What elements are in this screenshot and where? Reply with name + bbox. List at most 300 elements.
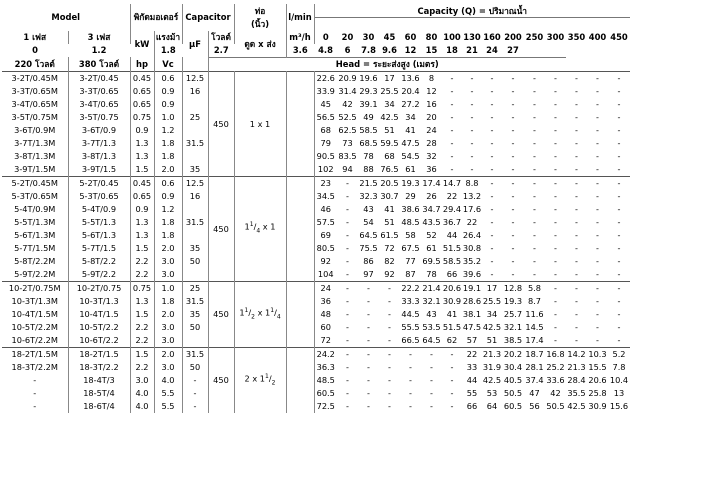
head-value-cell: - [379,281,400,295]
head-value-cell: - [450,86,454,96]
flow-lmin-cell: 160 [483,32,501,42]
table-row [2,124,630,137]
head-value-cell: - [379,347,400,361]
head-value-cell: 75.5 [359,243,378,253]
head-value-cell: - [337,281,358,295]
head-value-cell: - [554,296,557,306]
head-value-cell: 64.5 [422,335,441,345]
head-value-cell: 57.5 [316,217,335,227]
head-value-cell: 44 [446,230,458,240]
hp-cell: 1.8 [154,295,182,308]
head-value-cell: - [554,99,557,109]
head-value-cell: - [502,176,524,190]
uf-cell: 31.5 [182,347,208,361]
head-value-cell: - [617,256,621,266]
head-value-cell: 62 [446,335,458,345]
head-value-cell: - [554,164,557,174]
table-row [2,137,630,150]
model-3phase-cell: 5-7T/1.5 [68,242,130,255]
head-value-cell: 24 [426,125,437,135]
kw-cell: 0.9 [130,203,154,216]
pipe-header: ท่อ [234,4,286,18]
head-value-cell: - [511,191,515,201]
vc-cell: 450 [208,281,234,347]
head-value-cell: - [575,322,578,332]
table-row [2,190,630,203]
head-value-cell: 97 [363,269,374,279]
head-value-cell: - [596,309,599,319]
head-value-cell: - [617,335,621,345]
hp-cell: 1.8 [154,216,182,229]
head-value-cell: 19.1 [462,283,482,293]
head-value-cell: - [511,256,515,266]
three-phase-header: 3 เฟส [68,31,130,44]
header-row-4 [2,57,630,71]
head-value-cell: - [388,296,391,306]
head-value-cell: 44.5 [401,309,420,319]
head-value-cell: 61 [426,243,437,253]
model-1phase-cell: 5-2T/0.45M [2,176,68,190]
head-value-cell: - [554,309,557,319]
head-value-cell: - [470,125,474,135]
head-value-cell: 86 [363,256,374,266]
table-row [2,400,630,413]
table-row [2,85,630,98]
head-value-cell: 29.3 [359,86,378,96]
head-value-cell: - [346,256,349,266]
head-value-cell: - [596,322,599,332]
head-value-cell: - [421,347,442,361]
flow-m3h-row [2,44,630,58]
head-value-cell: 14.5 [525,322,544,332]
head-value-cell: 54.5 [401,151,420,161]
head-value-cell: - [617,164,621,174]
head-value-cell: 17 [482,281,502,295]
head-value-cell: - [367,388,370,398]
m3h-label: m³/h [286,31,314,44]
head-value-cell: 26.4 [462,230,482,240]
head-value-cell: 44 [466,375,478,385]
head-value-cell: 8 [421,71,442,85]
spec-body [2,71,630,413]
head-value-cell: 16 [426,99,437,109]
head-value-cell: - [482,71,502,85]
head-value-cell: 20.5 [380,178,399,188]
table-row [2,176,630,190]
head-value-cell: - [596,112,599,122]
head-value-cell: 17.6 [462,204,482,214]
model-1phase-cell: 10-5T/2.2M [2,321,68,334]
flow-m3h-cell: 2.7 [213,45,229,55]
hp-cell: 2.0 [154,242,182,255]
head-value-cell: - [346,309,349,319]
head-value-cell: - [490,217,494,227]
table-row [2,361,630,374]
head-value-cell: 7.8 [612,362,626,372]
table-row [2,150,630,163]
head-value-cell: - [533,164,536,174]
head-value-cell: - [511,230,515,240]
hp-cell: 3.0 [154,361,182,374]
head-value-cell: - [388,322,391,332]
head-value-cell: 15.6 [609,401,629,411]
head-value-cell: - [409,375,412,385]
head-value-cell: - [388,375,391,385]
three-volt-header: 380 โวลต์ [68,57,130,71]
head-value-cell: - [596,138,599,148]
flow-spacer-cell [286,124,314,137]
single-phase-header: 1 เฟส [2,31,68,44]
head-value-cell: 72.5 [316,401,335,411]
head-value-cell: - [358,281,379,295]
table-row [2,71,630,85]
model-1phase-cell: 3-2T/0.45M [2,71,68,85]
head-value-cell: - [554,138,557,148]
head-value-cell: 13 [613,388,625,398]
head-value-cell: 28.4 [567,375,586,385]
kw-cell: 4.0 [130,387,154,400]
table-row [2,216,630,229]
table-row [2,255,630,268]
uf-cell: 12.5 [182,71,208,85]
head-value-cell: 33.3 [401,296,420,306]
head-value-cell: - [608,71,630,85]
head-value-cell: - [575,204,578,214]
model-3phase-cell: 18-6T/4 [68,400,130,413]
single-volt-header: 220 โวลต์ [2,57,68,71]
head-value-cell: - [524,71,545,85]
head-value-cell: 37.4 [525,375,544,385]
suction-discharge-header: ดูด x ส่ง [234,31,286,58]
head-value-cell: 33.9 [316,86,335,96]
model-3phase-cell: 18-5T/4 [68,387,130,400]
head-value-cell: - [617,243,621,253]
head-value-cell: 39.6 [462,269,482,279]
head-value-cell: - [367,362,370,372]
head-value-cell: - [409,388,412,398]
flow-spacer-cell [286,216,314,229]
uf-cell [182,98,208,111]
head-value-cell: 20.2 [503,349,523,359]
head-value-cell: - [442,347,462,361]
model-3phase-cell: 10-4T/1.5 [68,308,130,321]
head-value-cell: 17 [379,71,400,85]
head-value-cell: 32 [426,151,437,161]
table-row [2,347,630,361]
table-row [2,281,630,295]
hp-cell: 2.0 [154,347,182,361]
pipe-size-cell [234,281,286,347]
head-value-cell: - [617,86,621,96]
head-value-cell: - [554,256,557,266]
head-value-cell: - [470,138,474,148]
table-row [2,334,630,348]
pipe-frac-num: 1 [249,221,254,229]
head-value-cell: 34.5 [316,191,335,201]
uf-cell: 12.5 [182,176,208,190]
model-3phase-cell: 5-9T/2.2 [68,268,130,282]
head-value-cell: 94 [342,164,353,174]
flow-spacer-cell [286,268,314,282]
head-value-cell: 22 [462,347,482,361]
head-value-cell: - [490,204,494,214]
table-row [2,308,630,321]
head-value-cell: 14.7 [442,178,462,188]
lmin-label: l/min [286,4,314,31]
table-row [2,374,630,387]
kw-cell: 2.2 [130,334,154,348]
head-value-cell: - [346,296,349,306]
model-1phase-cell: - [2,387,68,400]
model-3phase-cell: 18-2T/1.5 [68,347,130,361]
head-value-cell: 58.5 [359,125,378,135]
table-row [2,98,630,111]
head-value-cell: - [450,375,454,385]
head-value-cell: 18.7 [525,349,544,359]
flow-lmin-cell: 20 [341,32,354,42]
head-value-cell: 27.2 [401,99,420,109]
head-value-cell: - [450,362,454,372]
head-value-cell: - [367,296,370,306]
head-value-cell: - [596,204,599,214]
head-value-cell: - [367,375,370,385]
head-header: Head = ระยะส่งสูง (เมตร) [208,57,566,71]
head-value-cell: - [575,296,578,306]
head-value-cell: - [545,281,566,295]
head-value-cell: 60 [320,322,331,332]
kw-cell: 0.9 [130,124,154,137]
head-value-cell: 82 [384,256,395,266]
head-value-cell: - [617,99,621,109]
head-value-cell: 29.4 [442,204,462,214]
flow-spacer-cell [286,255,314,268]
hp-cell: 1.0 [154,281,182,295]
flow-spacer-cell [286,85,314,98]
head-value-cell: - [430,375,433,385]
flow-spacer-cell [286,387,314,400]
head-value-cell: - [596,125,599,135]
table-row [2,203,630,216]
head-value-cell: - [388,401,391,411]
head-value-cell: 20 [426,112,437,122]
flow-m3h-cell: 9.6 [382,45,397,55]
kw-cell: 1.3 [130,216,154,229]
uf-cell: 31.5 [182,137,208,150]
head-value-cell: 17.4 [422,178,441,188]
head-value-cell: 5.2 [608,347,630,361]
head-value-cell: - [367,322,370,332]
head-value-cell: 43.5 [422,217,441,227]
flow-spacer-cell [286,176,314,190]
head-value-cell: - [575,217,578,227]
pipe-size-cell: 1 x 1 [234,71,286,176]
kw-cell: 4.0 [130,400,154,413]
flow-m3h-cell: 1.2 [91,45,107,56]
uf-cell [182,268,208,282]
head-value-cell: - [470,86,474,96]
head-value-cell: - [533,243,536,253]
kw-cell: 1.3 [130,150,154,163]
head-value-cell: - [511,217,515,227]
uf-cell: 50 [182,255,208,268]
head-value-cell: - [596,335,599,345]
head-value-cell: 41 [384,204,395,214]
head-value-cell: 42.5 [380,112,399,122]
head-value-cell: - [533,99,536,109]
model-1phase-cell: 18-2T/1.5M [2,347,68,361]
head-value-cell: 25.5 [380,86,399,96]
model-1phase-cell: 3-3T/0.65M [2,85,68,98]
uf-cell [182,229,208,242]
table-row [2,387,630,400]
head-value-cell: 22.6 [314,71,337,85]
head-value-cell: 59.5 [380,138,399,148]
head-value-cell: - [462,71,482,85]
pipe-size-cell [234,347,286,413]
head-value-cell: 56 [529,401,540,411]
head-value-cell: 53 [486,388,498,398]
head-value-cell: 42.5 [482,375,502,385]
head-value-cell: 19.3 [503,296,523,306]
head-value-cell: 25.2 [546,362,565,372]
flow-spacer-cell [286,400,314,413]
head-value-cell: - [596,230,599,240]
head-value-cell: 16.8 [546,349,565,359]
head-value-cell: - [470,112,474,122]
flow-m3h-cell: 7.8 [361,45,376,55]
head-value-cell: - [337,176,358,190]
head-value-cell: - [596,191,599,201]
head-value-cell: - [346,375,349,385]
flow-lmin-cell: 45 [383,32,396,42]
uf-cell: - [182,387,208,400]
head-value-cell: 25.8 [588,388,607,398]
model-3phase-cell: 3-3T/0.65 [68,85,130,98]
head-value-cell: 33.6 [546,375,565,385]
uf-cell: 35 [182,308,208,321]
flow-spacer-cell [286,281,314,295]
head-value-cell: - [566,71,587,85]
head-value-cell: 24.2 [314,347,337,361]
head-value-cell: 10.4 [609,375,629,385]
head-value-cell: - [617,296,621,306]
uf-cell: 31.5 [182,216,208,229]
model-1phase-cell: 5-9T/2.2M [2,268,68,282]
m3h-spacer [182,57,208,71]
head-value-cell: 51 [384,217,395,227]
head-value-cell: 78 [426,269,437,279]
head-value-cell: 43 [363,204,374,214]
head-value-cell: 12.8 [503,283,523,293]
flow-m3h-cell: 6 [344,45,351,55]
head-value-cell: 69.5 [422,256,441,266]
head-value-cell: - [511,125,515,135]
head-value-cell: 49 [363,112,374,122]
head-value-cell: 5.8 [524,281,545,295]
head-value-cell: - [587,176,608,190]
head-value-cell: - [617,191,621,201]
head-value-cell: - [617,309,621,319]
head-value-cell: 61 [405,164,416,174]
head-value-cell: 19.6 [359,73,378,83]
hp-cell: 1.8 [154,229,182,242]
head-value-cell: - [511,164,515,174]
head-value-cell: - [575,243,578,253]
model-3phase-cell: 10-2T/0.75 [68,281,130,295]
flow-lmin-cell: 60 [404,32,417,42]
head-value-cell: 42 [550,388,561,398]
head-value-cell: 30.4 [503,362,523,372]
head-value-cell: - [470,164,474,174]
model-1phase-cell: 18-3T/2.2M [2,361,68,374]
flow-m3h-cell: 15 [425,45,438,55]
head-value-cell: 50.5 [503,388,523,398]
model-1phase-cell: 3-5T/0.75M [2,111,68,124]
vc-cell: 450 [208,347,234,413]
model-1phase-cell: 10-6T/2.2M [2,334,68,348]
model-1phase-cell: 10-3T/1.3M [2,295,68,308]
flow-spacer-cell [286,347,314,361]
model-3phase-cell: 5-5T/1.3 [68,216,130,229]
model-3phase-cell: 5-4T/0.9 [68,203,130,216]
head-value-cell: 21.3 [567,362,586,372]
model-3phase-cell: 18-4T/3 [68,374,130,387]
pipe-frac-slash: / [268,373,272,384]
head-value-cell: - [533,86,536,96]
head-value-cell: - [346,269,349,279]
hp-cell: 1.0 [154,111,182,124]
uf-cell: 25 [182,281,208,295]
head-value-cell: 8.8 [462,176,482,190]
head-value-cell: - [490,112,494,122]
capacitor-header: Capacitor [182,4,234,31]
hp-cell: 1.2 [154,203,182,216]
head-value-cell: - [450,125,454,135]
model-1phase-cell: 5-8T/2.2M [2,255,68,268]
flow-lmin-cell: 100 [443,32,461,42]
uf-cell: 50 [182,361,208,374]
head-value-cell: - [346,401,349,411]
head-value-cell: - [367,335,370,345]
head-value-cell: 68.5 [359,138,378,148]
head-value-cell: - [554,112,557,122]
head-value-cell: - [511,86,515,96]
head-value-cell: - [554,86,557,96]
head-value-cell: 88 [363,164,374,174]
head-value-cell: - [617,322,621,332]
head-value-cell: - [502,71,524,85]
head-value-cell: - [400,347,421,361]
head-value-cell: 54 [363,217,374,227]
pipe-whole: 2 x 1 [244,373,266,384]
head-value-cell: 35.2 [462,256,482,266]
hp-cell: 2.0 [154,163,182,177]
head-value-cell: 41 [405,125,416,135]
head-value-cell: 48.5 [316,375,335,385]
head-value-cell: 11.6 [525,309,544,319]
flow-lmin-cell: 200 [504,32,522,42]
head-value-cell: - [490,138,494,148]
head-value-cell: - [490,191,494,201]
hp-cell: 0.9 [154,98,182,111]
head-value-cell: 20.9 [338,73,357,83]
kw-cell: 2.2 [130,321,154,334]
flow-lmin-cell: 400 [588,32,607,42]
head-value-cell: - [554,217,557,227]
head-value-cell: 77 [405,256,416,266]
head-value-cell: - [511,112,515,122]
head-value-cell: - [450,99,454,109]
